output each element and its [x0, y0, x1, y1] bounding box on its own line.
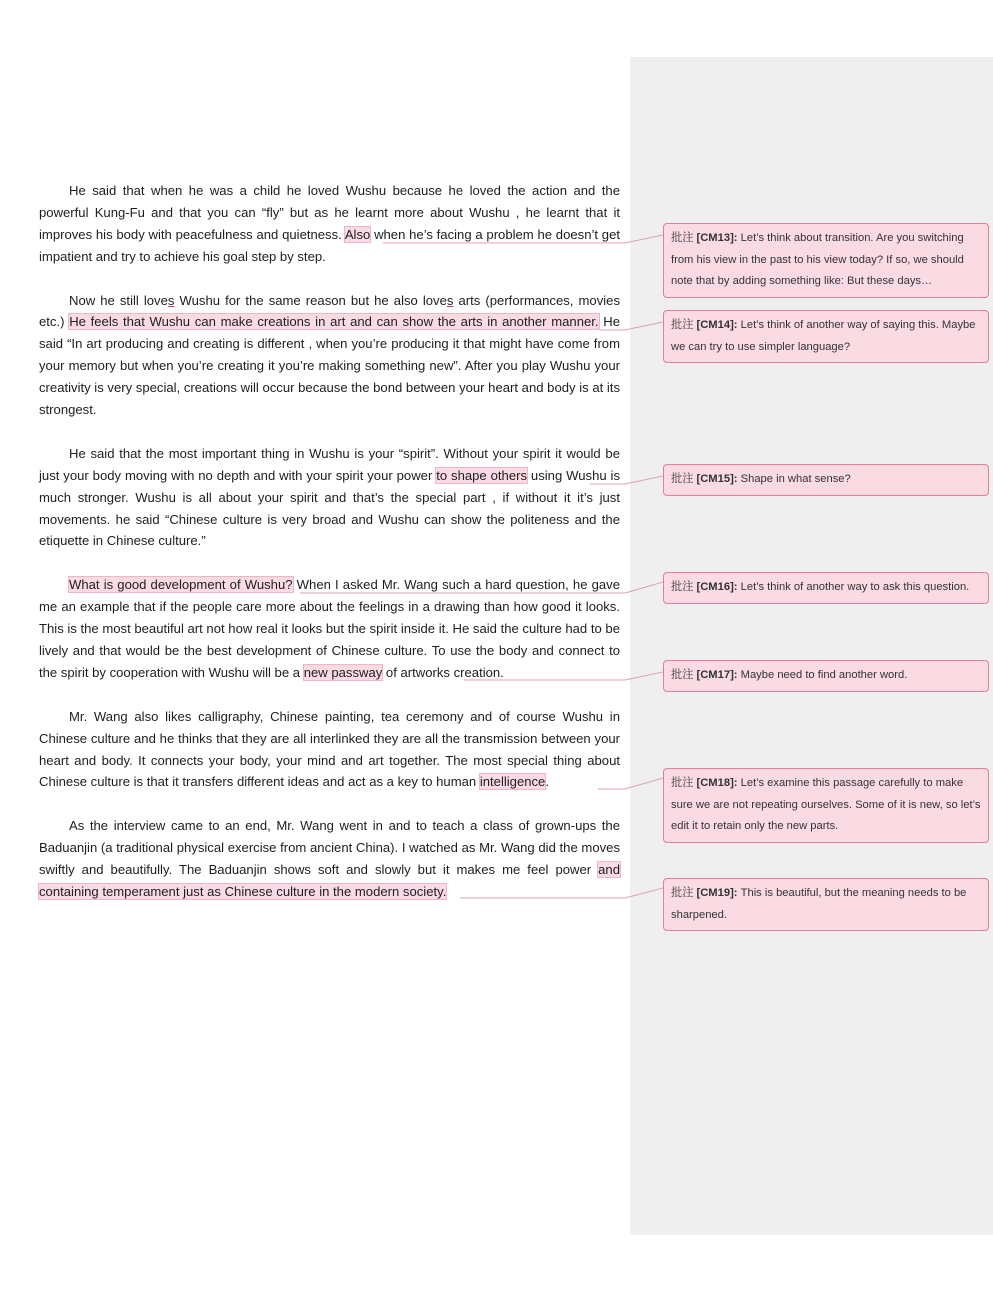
comment-text: This is beautiful, but the meaning needs to be sharpened. — [671, 887, 967, 921]
comment-id: [CM14]: — [696, 319, 738, 331]
paragraph-4 — [39, 574, 620, 684]
text-run: He said that when he was a child he loved Wushu because he loved the action and the powerful Kung-Fu and that you can “fly” but as he learnt more about Wushu , he learnt that it improves his body with peacefulness and quietness. — [39, 183, 620, 242]
text-run: using Wushu is much stronger. Wushu is all about your spirit and that’s the special part , if without it it’s just movements. he said “Chinese culture is very broad and Wushu can show the politeness and the etiquette in Chinese culture.” — [39, 467, 621, 549]
comment-cm17[interactable] — [663, 660, 989, 692]
comment-id: [CM17]: — [696, 669, 738, 681]
commented-text: new passway — [303, 664, 383, 680]
text-run: Wushu for the same reason but he also love — [174, 292, 447, 308]
comment-prefix: 批注 — [671, 319, 694, 331]
comment-cm14[interactable] — [663, 310, 989, 363]
comment-cm15[interactable] — [663, 464, 989, 496]
comment-prefix: 批注 — [671, 581, 694, 593]
comment-prefix: 批注 — [671, 473, 694, 485]
tracked-insertion: s — [167, 292, 175, 308]
paragraph-5 — [39, 706, 620, 794]
comment-prefix: 批注 — [671, 777, 694, 789]
text-run: As the interview came to an end, Mr. Wang went in and to teach a class of grown-ups the Baduanjin (a traditional physical exercise from ancient China). I watched as Mr. Wang did the moves swiftly and beautifully. The Baduanjin shows soft and slowly but it makes me feel power — [39, 818, 620, 878]
commented-text: Also — [344, 226, 371, 242]
comment-cm13[interactable] — [663, 223, 989, 298]
text-run: when he’s facing a problem he doesn’t get impatient and try to achieve his goal step by step. — [39, 226, 620, 264]
commented-text: and containing temperament just as Chinese culture in the modern society. — [39, 862, 620, 899]
comment-text: Let’s think of another way of saying this. Maybe we can try to use simpler language? — [671, 319, 976, 353]
commented-text: intelligence — [479, 774, 546, 790]
comment-text: Maybe need to find another word. — [740, 669, 908, 681]
comment-cm16[interactable] — [663, 572, 989, 604]
paragraph-2 — [39, 290, 620, 421]
comment-cm18[interactable] — [663, 768, 989, 843]
text-run: arts (performances, movies etc.) — [39, 292, 620, 330]
comment-id: [CM16]: — [696, 581, 738, 593]
tracked-insertion: s — [446, 292, 454, 308]
paragraph-6 — [39, 815, 620, 903]
comment-id: [CM13]: — [696, 232, 738, 244]
document-body — [39, 180, 620, 925]
comment-text: Let’s think about transition. Are you switching from his view in the past to his view today? If so, we should note that by adding something like: But these days… — [671, 232, 964, 287]
paragraph-3 — [39, 443, 620, 553]
comment-text: Let’s think of another way to ask this question. — [740, 581, 970, 593]
commented-text: to shape others — [436, 467, 528, 483]
comment-prefix: 批注 — [671, 232, 694, 244]
comment-text: Shape in what sense? — [740, 473, 851, 485]
comment-prefix: 批注 — [671, 669, 694, 681]
text-run: Mr. Wang also likes calligraphy, Chinese painting, tea ceremony and of course Wushu in Chinese culture and he thinks that they are all interlinked they are all the transmission between your heart and body. It connects your body, your mind and art together. The most special thing about Chinese culture is that it transfers different ideas and act as a key to human — [39, 708, 620, 790]
commented-text: What is good development of Wushu? — [69, 577, 293, 593]
comment-id: [CM18]: — [696, 777, 738, 789]
text-run: Now he still love — [69, 292, 168, 308]
comment-text: Let’s examine this passage carefully to make sure we are not repeating ourselves. Some of it is new, so let’s edit it to retain only the new parts. — [671, 777, 981, 832]
comment-id: [CM19]: — [696, 887, 738, 899]
text-run: . — [545, 774, 549, 790]
comment-id: [CM15]: — [696, 473, 738, 485]
commented-text: He feels that Wushu can make creations in art and can show the arts in another manner. — [69, 314, 599, 330]
text-run: He said that the most important thing in Wushu is your “spirit”. Without your spirit it would be just your body moving with no depth and with your spirit your power — [39, 445, 620, 483]
paragraph-1 — [39, 180, 620, 268]
text-run: He said “In art producing and creating is different , when you’re producing it that might have come from your memory but when you’re creating it you’re making something new”. After you play Wushu your creativity is very special, creations will occur because the bond between your heart and body is at its strongest. — [39, 314, 620, 418]
comment-cm19[interactable] — [663, 878, 989, 931]
comment-prefix: 批注 — [671, 887, 694, 899]
text-run: When I asked Mr. Wang such a hard question, he gave me an example that if the people care more about the feelings in a drawing than how good it looks. This is the most beautiful art not how real it looks but the spirit inside it. He said the culture had to be lively and that would be the best development of Chinese culture. To use the body and connect to the spirit by cooperation with Wushu will be a — [39, 577, 621, 680]
text-run: of artworks creation. — [382, 664, 504, 680]
